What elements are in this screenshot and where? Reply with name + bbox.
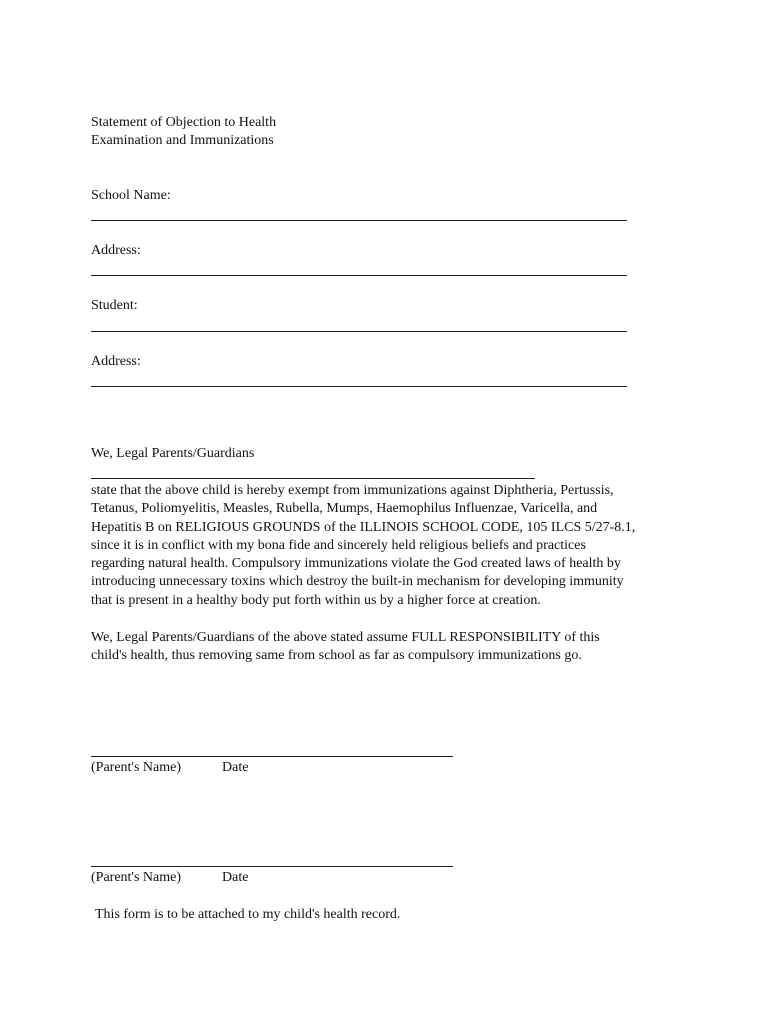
student-blank-line[interactable] <box>91 331 627 332</box>
exemption-line: introducing unnecessary toxins which destroy the built-in mechanism for developing immunity <box>91 574 624 590</box>
responsibility-line: child's health, thus removing same from school as far as compulsory immunizations go. <box>91 648 582 664</box>
parent-signature-line-2[interactable] <box>91 866 453 867</box>
exemption-line: that is present in a healthy body put forth within us by a higher force at creation. <box>91 592 541 608</box>
student-label: Student: <box>91 298 138 313</box>
exemption-paragraph <box>91 482 701 610</box>
signature-date-label-2: Date <box>222 870 249 885</box>
school-name-blank-line[interactable] <box>91 220 627 221</box>
parent-name-label-2: (Parent's Name) <box>91 870 181 885</box>
responsibility-paragraph <box>91 629 701 666</box>
responsibility-line: We, Legal Parents/Guardians of the above stated assume FULL RESPONSIBILITY of this <box>91 630 600 645</box>
school-address-blank-line[interactable] <box>91 275 627 276</box>
exemption-line: Tetanus, Poliomyelitis, Measles, Rubella, Mumps, Haemophilus Influenzae, Varicella, and <box>91 501 598 517</box>
school-address-label: Address: <box>91 243 141 258</box>
guardians-label: We, Legal Parents/Guardians <box>91 446 255 461</box>
school-name-label: School Name: <box>91 188 171 203</box>
exemption-line: Hepatitis B on RELIGIOUS GROUNDS of the ILLINOIS SCHOOL CODE, 105 ILCS 5/27-8.1, <box>91 519 636 535</box>
exemption-line: regarding natural health. Compulsory immunizations violate the God created laws of health by <box>91 556 621 572</box>
form-title-line-1: Statement of Objection to Health <box>91 115 277 130</box>
exemption-line: since it is in conflict with my bona fide and sincerely held religious beliefs and practices <box>91 537 586 553</box>
signature-date-label-1: Date <box>222 760 249 775</box>
student-address-label: Address: <box>91 354 141 369</box>
form-title-line-2: Examination and Immunizations <box>91 133 274 148</box>
footer-note: This form is to be attached to my child's health record. <box>95 907 401 922</box>
exemption-line: state that the above child is hereby exempt from immunizations against Diphtheria, Pertussis, <box>91 483 614 498</box>
guardians-blank-line[interactable] <box>91 478 535 479</box>
student-address-blank-line[interactable] <box>91 386 627 387</box>
parent-name-label-1: (Parent's Name) <box>91 760 181 775</box>
parent-signature-line-1[interactable] <box>91 756 453 757</box>
